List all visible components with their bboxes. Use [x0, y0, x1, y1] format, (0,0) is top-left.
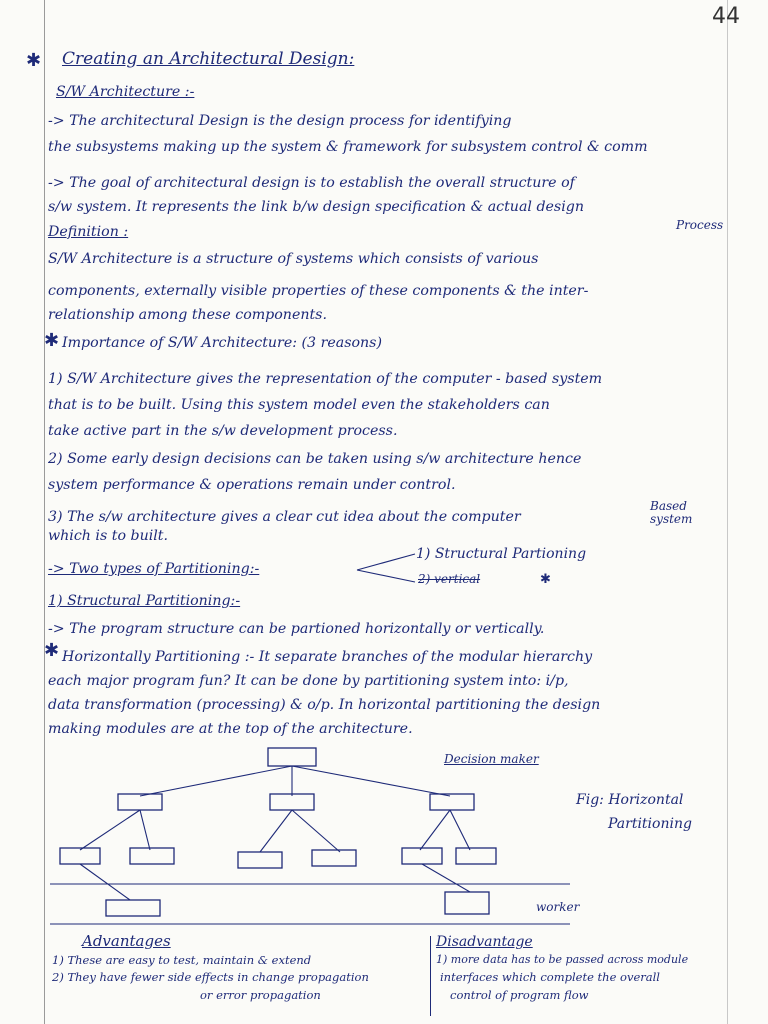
- worker-label: worker: [536, 900, 580, 914]
- advantage-item-2b: or error propagation: [200, 988, 321, 1002]
- worker-box-right: [445, 892, 489, 914]
- process-module-box: [270, 794, 314, 810]
- partition-option-1: 1) Structural Partioning: [416, 546, 587, 562]
- advantage-item-2: 2) They have fewer side effects in change propagation: [52, 970, 369, 984]
- para-imp-1a: 1) S/W Architecture gives the representation of the computer - based system: [48, 371, 603, 387]
- para-horiz-4: making modules are at the top of the architecture.: [48, 721, 413, 737]
- definition-heading: Definition :: [48, 224, 129, 240]
- para-imp-1b: that is to be built. Using this system model even the stakeholders can: [48, 397, 550, 413]
- left-margin-line: [44, 0, 45, 1024]
- fig-caption-line-2: Partitioning: [608, 816, 692, 832]
- disadvantage-item-1: 1) more data has to be passed across module: [436, 953, 689, 966]
- para-imp-2b: system performance & operations remain under control.: [48, 477, 456, 493]
- edge-root-right: [292, 766, 450, 796]
- star-mark: ✱: [540, 572, 551, 587]
- output-module-box: [430, 794, 474, 810]
- para-horiz-3: data transformation (processing) & o/p. In horizontal partitioning the design: [48, 697, 601, 713]
- importance-heading: Importance of S/W Architecture: (3 reasons): [62, 335, 382, 351]
- star-bullet: ✱: [26, 50, 42, 71]
- para-horiz-2: each major program fun? It can be done by partitioning system into: i/p,: [48, 673, 569, 689]
- para-def-1: S/W Architecture is a structure of systems which consists of various: [48, 251, 539, 267]
- para-imp-2a: 2) Some early design decisions can be taken using s/w architecture hence: [48, 451, 582, 467]
- section-subtitle: S/W Architecture :-: [56, 84, 195, 100]
- para-arch-1a: -> The architectural Design is the design process for identifying: [48, 113, 512, 129]
- root-module-box: [268, 748, 316, 766]
- para-imp-3-side: Based system: [650, 499, 693, 526]
- advantage-item-1: 1) These are easy to test, maintain & extend: [52, 953, 312, 967]
- para-def-2: components, externally visible properties of these components & the inter-: [48, 283, 589, 299]
- disadvantages-heading: Disadvantage: [436, 934, 533, 950]
- page-title: Creating an Architectural Design:: [62, 49, 355, 69]
- page-number: 44: [712, 4, 740, 29]
- column-divider: [430, 936, 431, 1016]
- star-bullet: ✱: [44, 330, 60, 351]
- leaf-box: [60, 848, 100, 864]
- input-module-box: [118, 794, 162, 810]
- para-goal-process: Process: [676, 218, 724, 232]
- edge-root-left: [140, 766, 292, 796]
- para-imp-3b: which is to built.: [48, 528, 168, 544]
- para-def-3: relationship among these components.: [48, 307, 327, 323]
- para-struct-1: -> The program structure can be partioned horizontally or vertically.: [48, 621, 545, 637]
- para-imp-1c: take active part in the s/w development process.: [48, 423, 398, 439]
- partition-brace: [355, 548, 420, 588]
- fig-caption-line-1: Fig: Horizontal: [576, 792, 684, 808]
- para-arch-1b: the subsystems making up the system & framework for subsystem control & comm: [48, 139, 648, 155]
- leaf-box: [312, 850, 356, 866]
- para-goal-1b: s/w system. It represents the link b/w design specification & actual design: [48, 199, 584, 215]
- partition-heading: -> Two types of Partitioning:-: [48, 561, 260, 577]
- right-margin-line: [727, 0, 728, 1024]
- star-bullet: ✱: [44, 640, 60, 661]
- para-horiz-1: Horizontally Partitioning :- It separate branches of the modular hierarchy: [62, 649, 593, 665]
- leaf-box: [238, 852, 282, 868]
- disadvantage-item-3: control of program flow: [450, 988, 589, 1002]
- leaf-box: [130, 848, 174, 864]
- horizontal-partitioning-diagram: [50, 740, 570, 930]
- partition-option-2: 2) vertical: [418, 572, 481, 586]
- worker-box-left: [106, 900, 160, 916]
- para-goal-1a: -> The goal of architectural design is to establish the overall structure of: [48, 175, 575, 191]
- structural-heading: 1) Structural Partitioning:-: [48, 593, 241, 609]
- advantages-heading: Advantages: [82, 932, 171, 950]
- disadvantage-item-2: interfaces which complete the overall: [440, 970, 660, 984]
- para-imp-3a: 3) The s/w architecture gives a clear cut idea about the computer: [48, 509, 521, 525]
- leaf-box: [402, 848, 442, 864]
- decision-maker-label: Decision maker: [444, 752, 539, 766]
- leaf-box: [456, 848, 496, 864]
